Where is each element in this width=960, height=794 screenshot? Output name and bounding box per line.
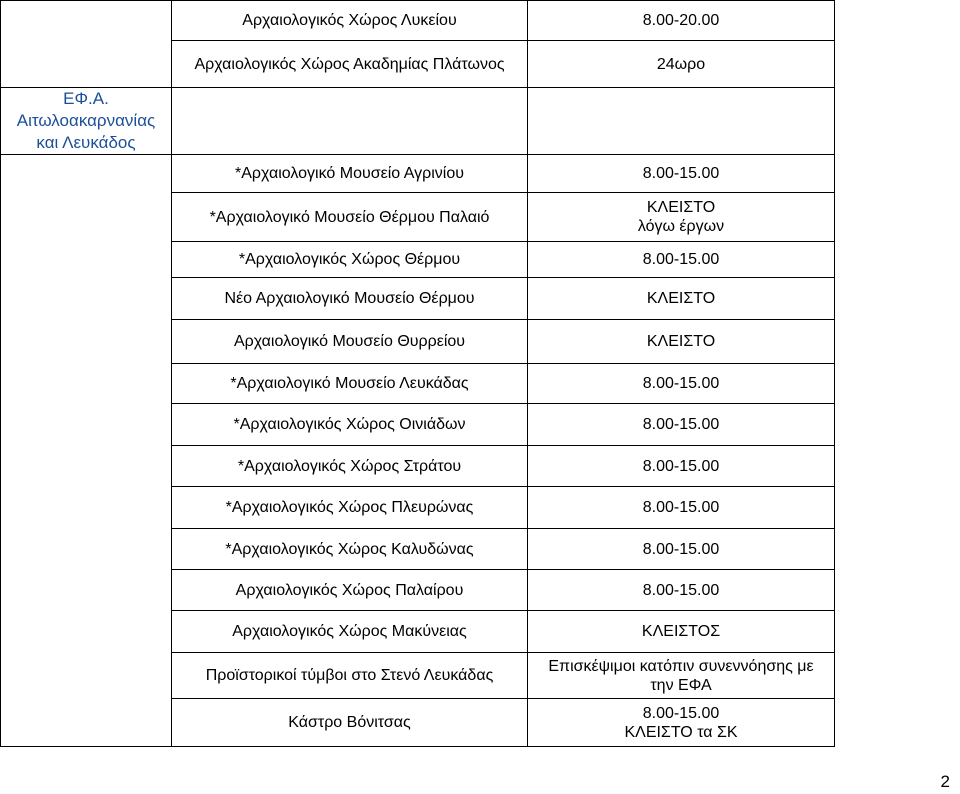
opening-hours [528,699,835,747]
hours-line: ΚΛΕΙΣΤΟ τα ΣΚ [624,723,738,741]
site-name: *Αρχαιολογικός Χώρος Στράτου [172,446,528,487]
region-row [1,88,835,155]
opening-hours: 8.00-15.00 [528,155,835,193]
opening-hours: 24ωρο [528,41,835,88]
opening-hours: ΚΛΕΙΣΤΟ [528,320,835,364]
opening-hours: 8.00-20.00 [528,1,835,41]
site-name: *Αρχαιολογικό Μουσείο Λευκάδας [172,364,528,404]
page-number: 2 [940,772,950,791]
site-name: *Αρχαιολογικός Χώρος Πλευρώνας [172,487,528,529]
site-name: Προϊστορικοί τύμβοι στο Στενό Λευκάδας [172,653,528,699]
site-name: Κάστρο Βόνιτσας [172,699,528,747]
opening-hours: ΚΛΕΙΣΤΟΣ [528,611,835,653]
site-name: Αρχαιολογικός Χώρος Λυκείου [172,1,528,41]
site-name: Αρχαιολογικό Μουσείο Θυρρείου [172,320,528,364]
region-cell-empty [1,1,172,88]
hours-line: 8.00-15.00 [642,704,720,722]
region-line: Αιτωλοακαρνανίας [16,111,156,130]
region-line: ΕΦ.Α. [63,89,109,108]
region-cell-continued [1,155,172,747]
opening-hours: 8.00-15.00 [528,404,835,446]
opening-hours: 8.00-15.00 [528,487,835,529]
opening-hours: 8.00-15.00 [528,446,835,487]
hours-line: Επισκέψιμοι κατόπιν συνεννόησης με [548,657,814,675]
site-name: *Αρχαιολογικό Μουσείο Θέρμου Παλαιό [172,193,528,242]
site-name: Νέο Αρχαιολογικό Μουσείο Θέρμου [172,278,528,320]
opening-hours: 8.00-15.00 [528,529,835,570]
opening-hours: 8.00-15.00 [528,570,835,611]
region-line: και Λευκάδος [36,133,136,152]
site-name: Αρχαιολογικός Χώρος Παλαίρου [172,570,528,611]
hours-line: ΚΛΕΙΣΤΟ [646,199,716,216]
site-name: *Αρχαιολογικός Χώρος Οινιάδων [172,404,528,446]
opening-hours-empty [528,88,835,155]
hours-line: λόγω έργων [637,218,725,235]
site-name: *Αρχαιολογικό Μουσείο Αγρινίου [172,155,528,193]
opening-hours [528,653,835,699]
hours-line: την ΕΦΑ [650,676,712,694]
opening-hours: ΚΛΕΙΣΤΟ [528,278,835,320]
opening-hours: 8.00-15.00 [528,242,835,278]
site-name: *Αρχαιολογικός Χώρος Καλυδώνας [172,529,528,570]
site-name: Αρχαιολογικός Χώρος Ακαδημίας Πλάτωνος [172,41,528,88]
table-row [1,155,835,193]
region-name [1,88,172,155]
opening-hours: 8.00-15.00 [528,364,835,404]
site-name: *Αρχαιολογικός Χώρος Θέρμου [172,242,528,278]
site-name: Αρχαιολογικός Χώρος Μακύνειας [172,611,528,653]
site-name-empty [172,88,528,155]
table-row [1,1,835,41]
opening-hours [528,193,835,242]
